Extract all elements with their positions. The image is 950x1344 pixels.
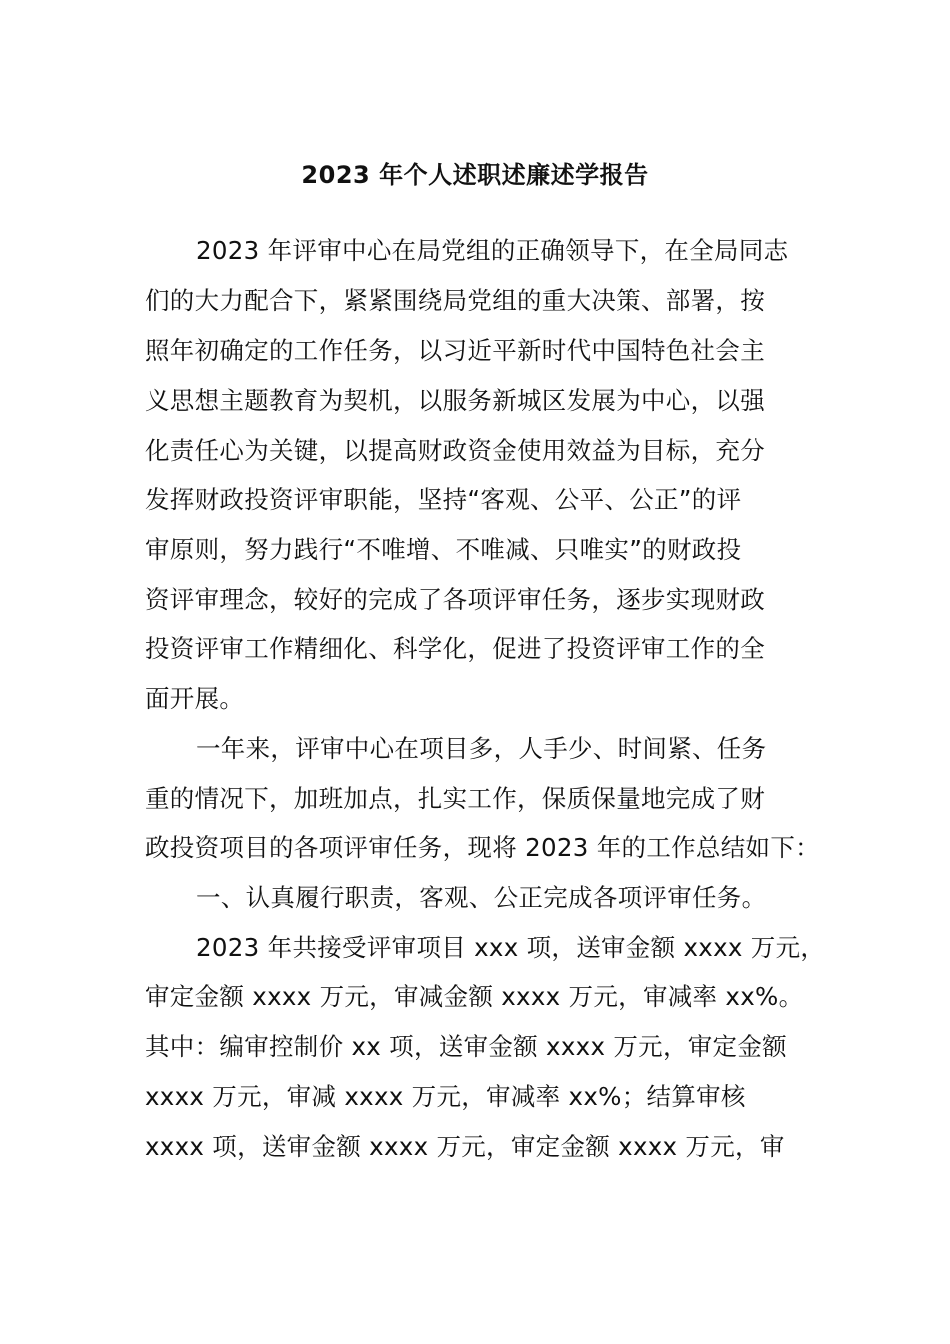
paragraph-line: xxxx 万元，审减 xxxx 万元，审减率 xx%；结算审核 (145, 1082, 746, 1111)
paragraph-line: 面开展。 (145, 684, 245, 713)
paragraph-line: 们的大力配合下，紧紧围绕局党组的重大决策、部署，按 (145, 286, 765, 315)
paragraph-line: 政投资项目的各项评审任务，现将 2023 年的工作总结如下： (145, 833, 820, 862)
paragraph-line: 审原则，努力践行“不唯增、不唯减、只唯实”的财政投 (145, 535, 742, 564)
paragraph-line: 一年来，评审中心在项目多，人手少、时间紧、任务 (196, 734, 767, 763)
paragraph-line: 审定金额 xxxx 万元，审减金额 xxxx 万元，审减率 xx%。 (145, 982, 804, 1011)
section-heading: 一、认真履行职责，客观、公正完成各项评审任务。 (196, 883, 767, 912)
paragraph-line: 发挥财政投资评审职能，坚持“客观、公平、公正”的评 (145, 485, 742, 514)
document-title: 2023 年个人述职述廉述学报告 (301, 161, 649, 189)
paragraph-line: 2023 年评审中心在局党组的正确领导下，在全局同志 (196, 236, 789, 265)
paragraph-line: 资评审理念，较好的完成了各项评审任务，逐步实现财政 (145, 585, 765, 614)
paragraph-line: xxxx 项，送审金额 xxxx 万元，审定金额 xxxx 万元，审 (145, 1132, 785, 1161)
paragraph-line: 投资评审工作精细化、科学化，促进了投资评审工作的全 (145, 634, 765, 663)
paragraph-line: 义思想主题教育为契机，以服务新城区发展为中心，以强 (145, 386, 765, 415)
paragraph-line: 重的情况下，加班加点，扎实工作，保质保量地完成了财 (145, 784, 765, 813)
paragraph-line: 照年初确定的工作任务，以习近平新时代中国特色社会主 (145, 336, 765, 365)
paragraph-line: 化责任心为关键，以提高财政资金使用效益为目标，充分 (145, 436, 765, 465)
paragraph-line: 2023 年共接受评审项目 xxx 项，送审金额 xxxx 万元， (196, 933, 826, 962)
paragraph-line: 其中：编审控制价 xx 项，送审金额 xxxx 万元，审定金额 (145, 1032, 787, 1061)
